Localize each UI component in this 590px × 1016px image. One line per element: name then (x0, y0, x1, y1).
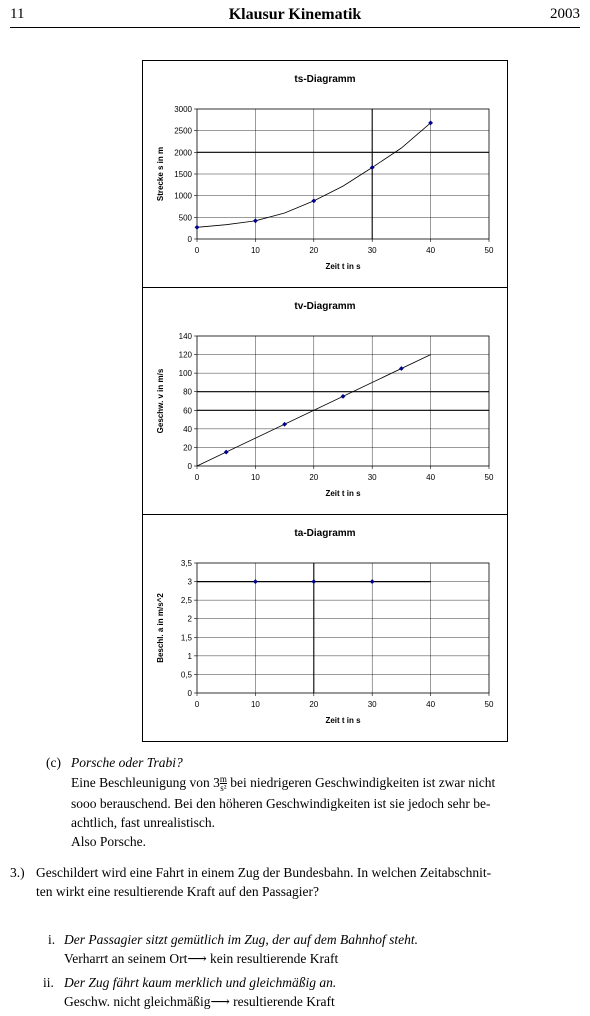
task3-line1: Geschildert wird eine Fahrt in einem Zug der Bundesbahn. In welchen Zeitabschnit- (36, 865, 492, 880)
unit-numerator: m (219, 774, 227, 785)
tv-y-tick-label: 60 (183, 406, 192, 416)
tv-x-tick-label: 0 (194, 473, 200, 482)
tv-y-tick-label: 0 (187, 462, 192, 471)
tv-y-tick-label: 120 (178, 350, 192, 360)
tv-chart-title: tv-Diagramm (294, 301, 356, 312)
part-c-line1-pre: Eine Beschleunigung von 3 (71, 775, 220, 790)
item-i-question: Der Passagier sitzt gemütlich im Zug, der auf dem Bahnhof steht. (64, 932, 418, 947)
tv-y-tick-label: 80 (183, 387, 192, 397)
page-title: Klausur Kinematik (228, 6, 362, 23)
ts-x-tick-label: 0 (194, 246, 200, 255)
tv-y-tick-label: 140 (178, 332, 192, 341)
ta-y-tick-label: 0,5 (180, 670, 192, 680)
ts-y-axis-label: Strecke s in m (156, 146, 165, 202)
tv-x-tick-label: 30 (367, 473, 377, 482)
header-rule (10, 27, 580, 28)
tv-chart (142, 287, 508, 515)
ts-x-tick-label: 40 (426, 246, 436, 255)
ta-x-tick-label: 10 (250, 700, 260, 709)
ts-y-tick-label: 1000 (174, 191, 192, 201)
ts-x-tick-label: 30 (367, 246, 377, 255)
item-ii-label: ii. (43, 975, 54, 990)
tv-chart-svg (143, 288, 507, 514)
tv-y-axis-label: Geschw. v in m/s (156, 368, 165, 434)
ta-plot-area (197, 563, 489, 693)
ta-x-tick-label: 40 (426, 700, 436, 709)
ta-x-tick-label: 30 (367, 700, 377, 709)
ta-x-tick-label: 50 (484, 700, 494, 709)
tv-y-tick-label: 100 (178, 369, 192, 379)
ts-y-tick-label: 2500 (174, 126, 192, 136)
part-c-label: (c) (46, 755, 61, 770)
part-c-line1-post: bei niedrigeren Geschwindigkeiten ist zwar nicht (226, 775, 496, 790)
page-number: 11 (10, 6, 25, 22)
ts-chart-svg (143, 61, 507, 287)
tv-x-axis-label: Zeit t in s (325, 489, 361, 498)
task3-line2: ten wirkt eine resultierende Kraft auf den Passagier? (36, 884, 320, 899)
ts-x-axis-label: Zeit t in s (325, 262, 361, 271)
ta-x-tick-label: 0 (194, 700, 200, 709)
ts-x-tick-label: 20 (309, 246, 319, 255)
ta-y-tick-label: 3,5 (180, 559, 192, 568)
ts-y-tick-label: 3000 (174, 105, 192, 114)
acceleration-unit (220, 775, 227, 792)
part-c-line2: sooo berauschend. Bei den höheren Geschwindigkeiten ist sie jedoch sehr be- (71, 796, 491, 811)
ta-y-tick-label: 1,5 (180, 633, 192, 643)
item-ii-question: Der Zug fährt kaum merklich und gleichmäßig an. (64, 975, 337, 990)
unit-denominator: s² (220, 783, 227, 794)
ta-chart-title: ta-Diagramm (294, 528, 356, 539)
tv-y-tick-label: 20 (183, 443, 192, 453)
ts-y-tick-label: 1500 (174, 170, 192, 179)
ts-x-tick-label: 50 (484, 246, 494, 255)
ta-y-axis-label: Beschl. a in m/s^2 (156, 593, 165, 663)
item-ii-answer: Geschw. nicht gleichmäßig⟶ resultierende Kraft (64, 994, 335, 1009)
tv-x-tick-label: 10 (250, 473, 260, 482)
tv-x-tick-label: 40 (426, 473, 436, 482)
ta-y-tick-label: 0 (187, 689, 192, 698)
item-i-answer: Verharrt an seinem Ort⟶ kein resultierende Kraft (64, 951, 339, 966)
part-c-line1 (71, 773, 495, 792)
part-c-line4: Also Porsche. (71, 834, 146, 849)
part-c-line3: achtlich, fast unrealistisch. (71, 815, 215, 830)
tv-x-tick-label: 20 (309, 473, 319, 482)
ta-chart-svg (143, 515, 507, 741)
ts-x-tick-label: 10 (250, 246, 260, 255)
ts-y-tick-label: 500 (178, 213, 192, 223)
ta-chart (142, 514, 508, 742)
task3-label: 3.) (10, 865, 25, 880)
tv-x-tick-label: 50 (484, 473, 494, 482)
ts-y-tick-label: 2000 (174, 148, 192, 158)
ta-x-tick-label: 20 (309, 700, 319, 709)
part-c-question: Porsche oder Trabi? (71, 755, 183, 770)
ta-x-axis-label: Zeit t in s (325, 716, 361, 725)
ts-y-tick-label: 0 (187, 235, 192, 244)
page-header (10, 6, 580, 28)
ta-y-tick-label: 3 (187, 577, 192, 587)
header-year: 2003 (550, 6, 580, 22)
ts-chart-title: ts-Diagramm (294, 74, 356, 85)
tv-plot-area (197, 336, 489, 466)
ta-y-tick-label: 1 (187, 651, 192, 661)
tv-y-tick-label: 40 (183, 424, 192, 434)
ta-y-tick-label: 2,5 (180, 596, 192, 606)
ts-chart (142, 60, 508, 288)
item-i-label: i. (48, 932, 56, 947)
ta-y-tick-label: 2 (187, 614, 192, 624)
